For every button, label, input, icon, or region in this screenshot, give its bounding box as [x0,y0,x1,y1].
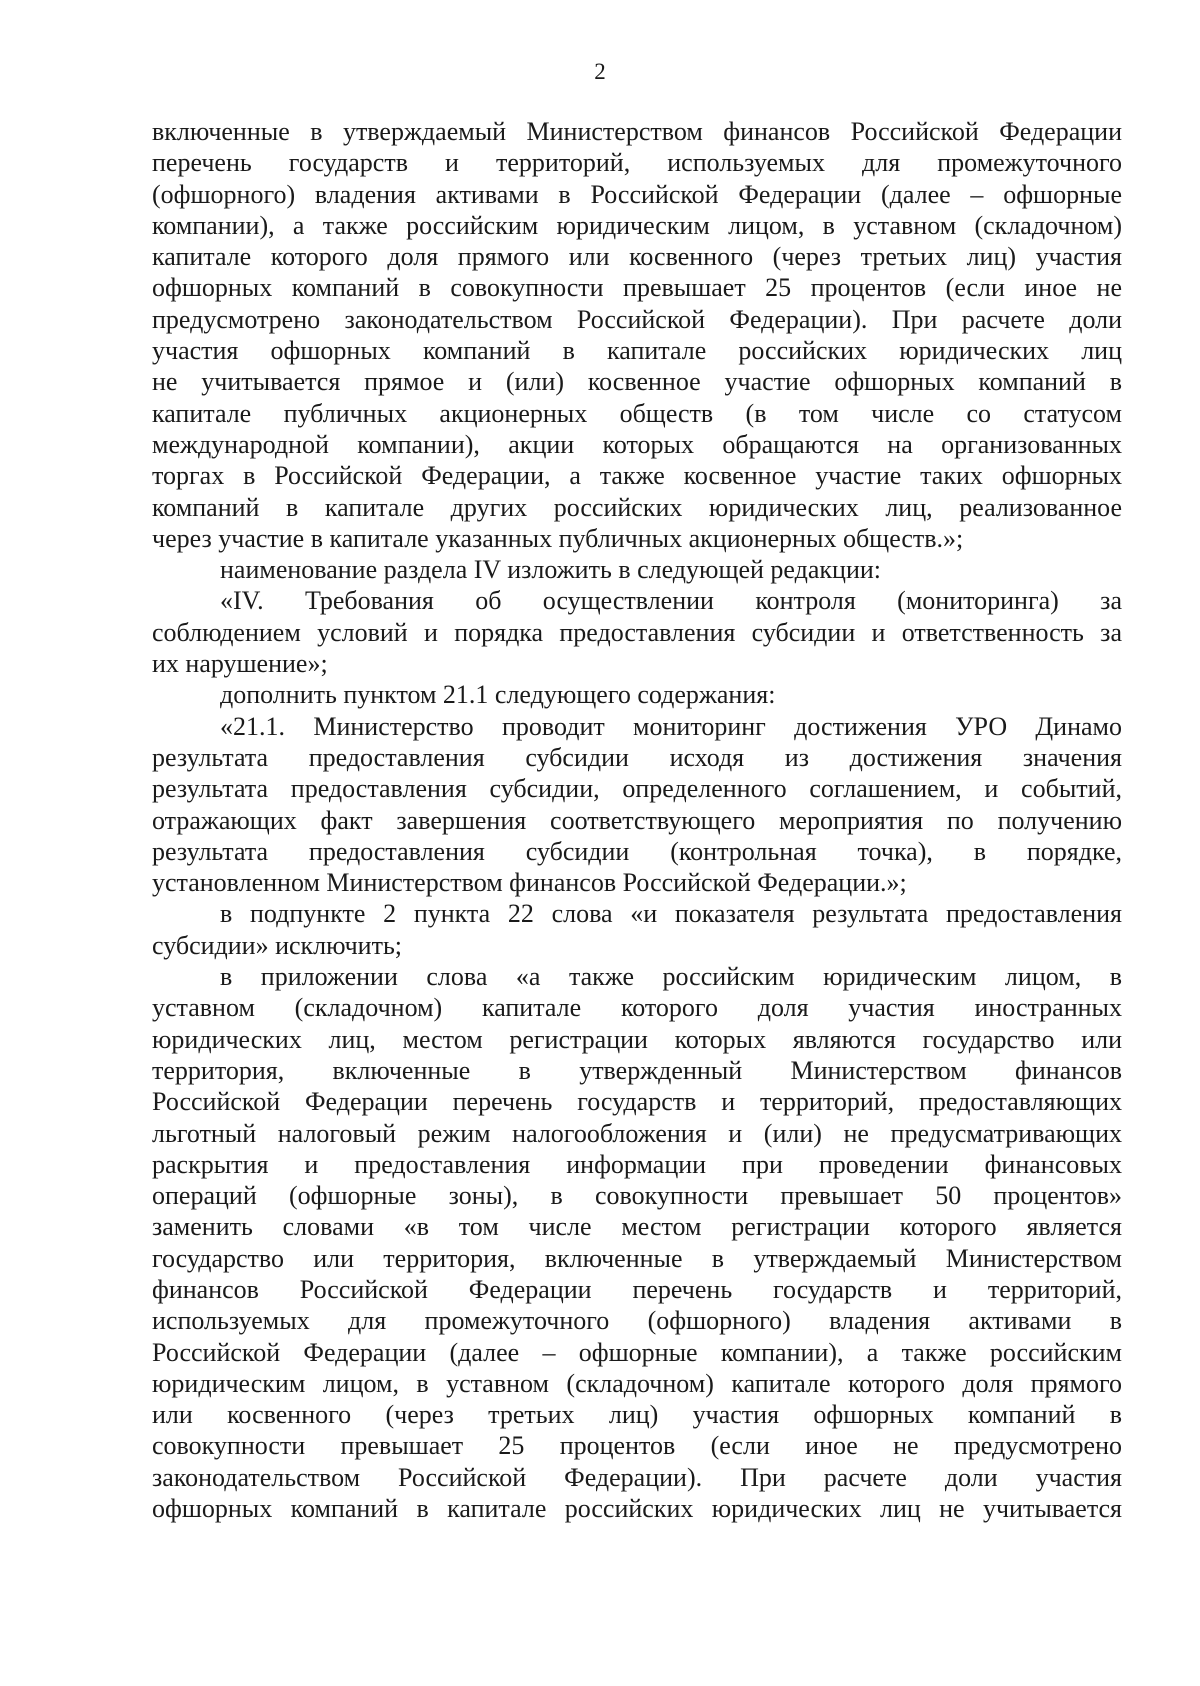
text-line: законодательством Российской Федерации). При расчете доли участия [152,1462,1122,1492]
text-line: юридическим лицом, в уставном (складочном) капитале которого доля прямого [152,1368,1122,1398]
text-line: дополнить пунктом 21.1 следующего содержания: [220,680,776,710]
text-line: «IV. Требования об осуществлении контроля (мониторинга) за [220,586,1122,616]
text-line: участия офшорных компаний в капитале российских юридических лиц [152,336,1122,366]
text-line: совокупности превышает 25 процентов (если иное не предусмотрено [152,1431,1122,1461]
text-line: «21.1. Министерство проводит мониторинг достижения УРО Динамо [220,711,1122,741]
text-line: результата предоставления субсидии, определенного соглашением, и событий, [152,774,1122,804]
text-line: офшорных компаний в совокупности превышает 25 процентов (если иное не [152,273,1122,303]
text-line: уставном (складочном) капитале которого доля участия иностранных [152,993,1122,1023]
text-line: территория, включенные в утвержденный Министерством финансов [152,1055,1122,1085]
text-line: заменить словами «в том числе местом регистрации которого является [152,1212,1122,1242]
text-line: используемых для промежуточного (офшорного) владения активами в [152,1306,1122,1336]
text-line: результата предоставления субсидии исходя из достижения значения [152,742,1122,772]
text-line: перечень государств и территорий, используемых для промежуточного [152,148,1122,178]
text-line: в подпункте 2 пункта 22 слова «и показателя результата предоставления [220,899,1122,929]
text-line: через участие в капитале указанных публичных акционерных обществ.»; [152,523,964,553]
text-line: их нарушение»; [152,649,328,679]
text-line: (офшорного) владения активами в Российской Федерации (далее – офшорные [152,179,1122,209]
text-line: капитале публичных акционерных обществ (в том числе со статусом [152,398,1122,428]
text-line: результата предоставления субсидии (контрольная точка), в порядке, [152,836,1122,866]
text-line: операций (офшорные зоны), в совокупности превышает 50 процентов» [152,1181,1122,1211]
text-line: капитале которого доля прямого или косвенного (через третьих лиц) участия [152,242,1122,272]
page-number: 2 [594,59,606,84]
text-line: компаний в капитале других российских юридических лиц, реализованное [152,492,1122,522]
text-line: или косвенного (через третьих лиц) участия офшорных компаний в [152,1400,1122,1430]
text-line: международной компании), акции которых обращаются на организованных [152,429,1122,459]
text-line: соблюдением условий и порядка предоставления субсидии и ответственность за [152,617,1122,647]
text-line: не учитывается прямое и (или) косвенное участие офшорных компаний в [152,367,1122,397]
text-line: раскрытия и предоставления информации при проведении финансовых [152,1149,1122,1179]
text-line: компании), а также российским юридическим лицом, в уставном (складочном) [152,210,1122,240]
text-line: Российской Федерации перечень государств и территорий, предоставляющих [152,1087,1122,1117]
text-line: наименование раздела IV изложить в следующей редакции: [220,555,881,585]
document-body [152,116,1122,1524]
text-line: льготный налоговый режим налогообложения и (или) не предусматривающих [152,1118,1122,1148]
text-line: субсидии» исключить; [152,930,403,960]
text-line: государство или территория, включенные в утверждаемый Министерством [152,1243,1122,1273]
text-line: Российской Федерации (далее – офшорные компании), а также российским [152,1337,1122,1367]
text-line: в приложении слова «а также российским юридическим лицом, в [220,962,1122,992]
text-line: предусмотрено законодательством Российской Федерации). При расчете доли [152,304,1122,334]
text-line: офшорных компаний в капитале российских юридических лиц не учитывается [152,1494,1122,1524]
text-line: финансов Российской Федерации перечень государств и территорий, [152,1274,1122,1304]
text-line: торгах в Российской Федерации, а также косвенное участие таких офшорных [152,461,1122,491]
text-line: юридических лиц, местом регистрации которых являются государство или [152,1024,1122,1054]
text-line: отражающих факт завершения соответствующего мероприятия по получению [152,805,1122,835]
text-line: установленном Министерством финансов Российской Федерации.»; [152,868,907,898]
text-line: включенные в утверждаемый Министерством финансов Российской Федерации [152,117,1122,146]
